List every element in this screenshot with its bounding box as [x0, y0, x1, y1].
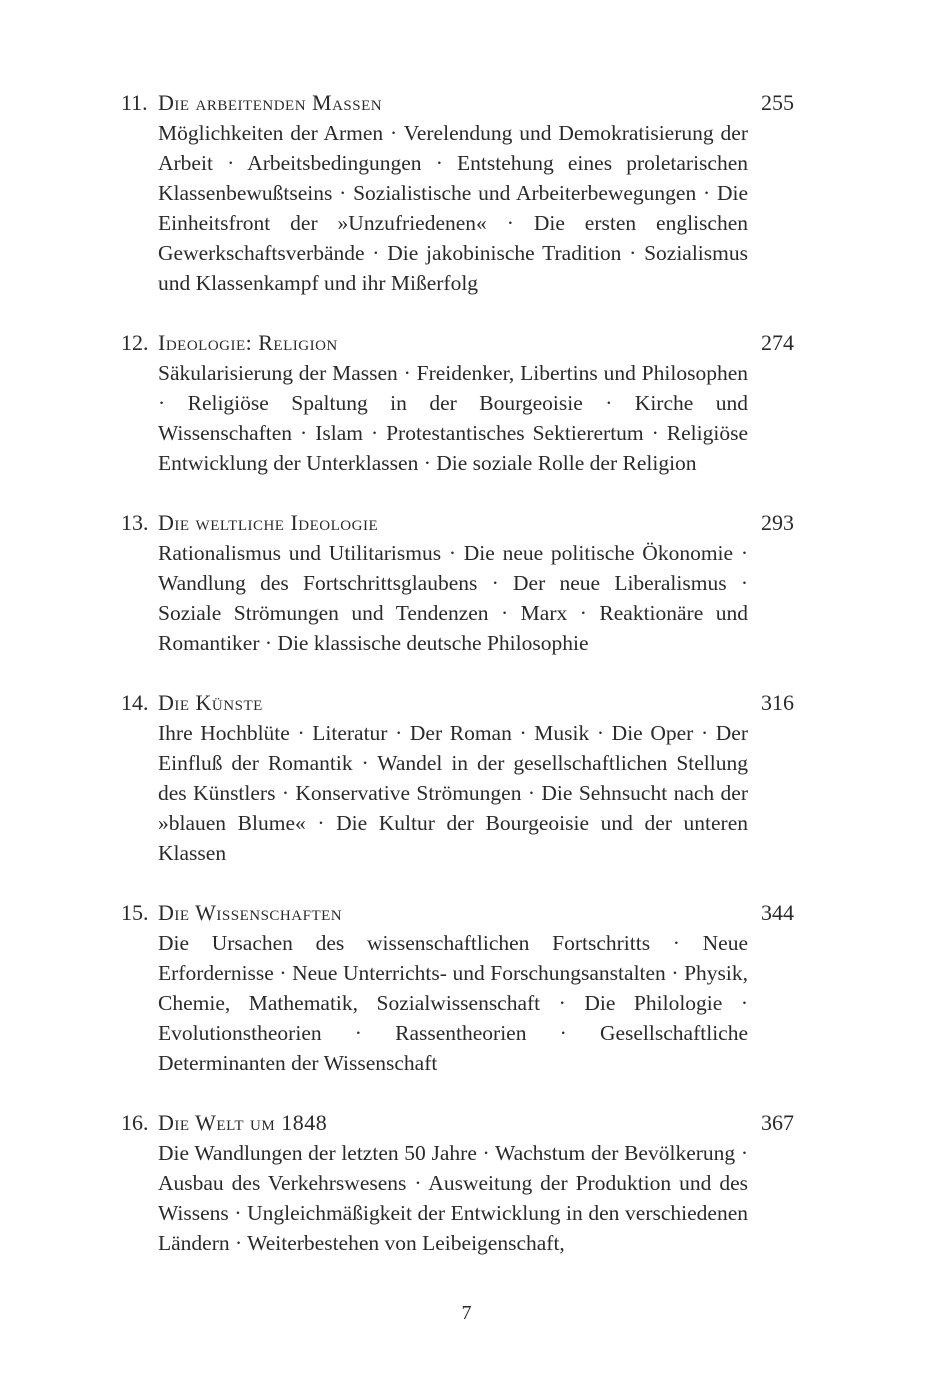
page-number: 293 — [761, 510, 794, 535]
entry-heading — [121, 1108, 794, 1138]
chapter-number: 13. — [121, 510, 149, 535]
page-number: 344 — [761, 900, 794, 925]
chapter-description: Rationalismus und Utilitarismus · Die neue politische Ökonomie · Wandlung des Fortschrittsglaubens · Der neue Liberalismus · Soziale Strömungen und Tendenzen · Marx · Reaktionäre und Romantiker · Die klassische deutsche Philosophie — [158, 541, 748, 655]
chapter-number: 15. — [121, 900, 149, 925]
toc-entry-14 — [121, 688, 794, 868]
toc-entry-16 — [121, 1108, 794, 1258]
page-number: 255 — [761, 90, 794, 115]
chapter-number: 14. — [121, 690, 149, 715]
entry-heading — [121, 508, 794, 538]
chapter-description: Möglichkeiten der Armen · Verelendung und Demokratisierung der Arbeit · Arbeitsbedingungen · Entstehung eines proletarischen Klassenbewußtseins · Sozialistische und Arbeiterbewegungen · Die Einheitsfront der »Unzufriedenen« · Die ersten englischen Gewerkschaftsverbände · Die jakobinische Tradition · Sozialismus und Klassenkampf und ihr Mißerfolg — [158, 121, 748, 295]
chapter-description: Die Ursachen des wissenschaftlichen Fortschritts · Neue Erfordernisse · Neue Unterrichts- und Forschungsanstalten · Physik, Chemie, Mathematik, Sozialwissenschaft · Die Philologie · Evolutionstheorien · Rassentheorien · Gesellschaftliche Determinanten der Wissenschaft — [158, 931, 748, 1075]
chapter-description: Die Wandlungen der letzten 50 Jahre · Wachstum der Bevölkerung · Ausbau des Verkehrswesens · Ausweitung der Produktion und des Wissens · Ungleichmäßigkeit der Entwicklung in den verschiedenen Ländern · Weiterbestehen von Leibeigenschaft, — [158, 1141, 748, 1255]
entry-heading — [121, 688, 794, 718]
toc-entry-13 — [121, 508, 794, 658]
chapter-number: 12. — [121, 330, 149, 355]
page-number: 367 — [761, 1110, 794, 1135]
entry-heading — [121, 898, 794, 928]
entry-heading — [121, 88, 794, 118]
toc-entry-11 — [121, 88, 794, 298]
page-number: 274 — [761, 330, 794, 355]
page-number: 316 — [761, 690, 794, 715]
chapter-number: 11. — [121, 90, 148, 115]
entry-heading — [121, 328, 794, 358]
chapter-number: 16. — [121, 1110, 149, 1135]
chapter-title: Die weltliche Ideologie — [158, 510, 379, 535]
table-of-contents — [121, 88, 794, 1288]
chapter-title: Die Welt um 1848 — [158, 1110, 328, 1135]
chapter-title: Die Wissenschaften — [158, 900, 343, 925]
page-folio: 7 — [461, 1302, 472, 1324]
toc-entry-12 — [121, 328, 794, 478]
chapter-title: Die Künste — [158, 690, 263, 715]
chapter-title: Ideologie: Religion — [158, 330, 338, 355]
chapter-description: Ihre Hochblüte · Literatur · Der Roman · Musik · Die Oper · Der Einfluß der Romantik · Wandel in der gesellschaftlichen Stellung des Künstlers · Konservative Strömungen · Die Sehnsucht nach der »blauen Blume« · Die Kultur der Bourgeoisie und der unteren Klassen — [158, 721, 748, 865]
chapter-title: Die arbeitenden Massen — [158, 90, 383, 115]
chapter-description: Säkularisierung der Massen · Freidenker, Libertins und Philosophen · Religiöse Spaltung in der Bourgeoisie · Kirche und Wissenschaften · Islam · Protestantisches Sektierertum · Religiöse Entwicklung der Unterklassen · Die soziale Rolle der Religion — [158, 361, 748, 475]
toc-entry-15 — [121, 898, 794, 1078]
